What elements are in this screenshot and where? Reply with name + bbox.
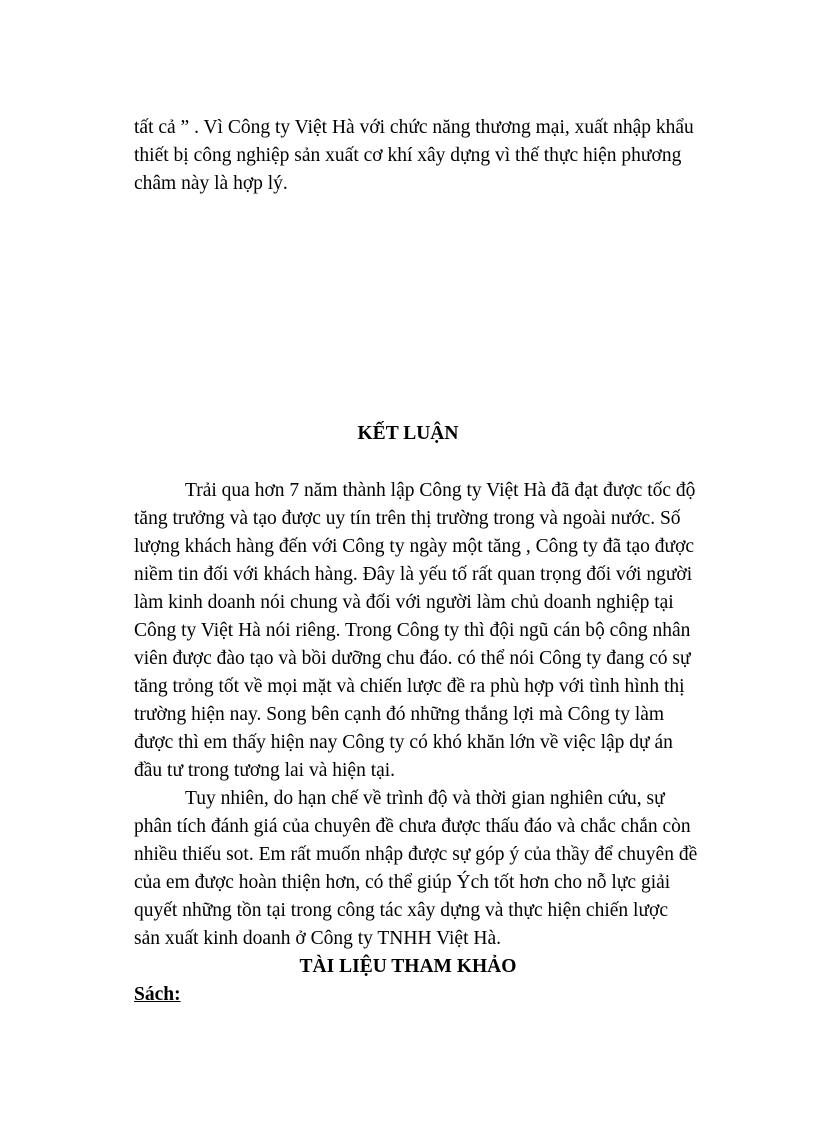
body-text-line: châm này là hợp lý.: [134, 173, 288, 194]
body-text-line: thiết bị công nghiệp sản xuất cơ khí xây dựng vì thế thực hiện phương: [134, 145, 682, 166]
body-text-line: được thì em thấy hiện nay Công ty có khó khăn lớn về việc lập dự án: [134, 732, 673, 753]
references-books-label: Sách:: [134, 984, 181, 1005]
body-text-line: viên được đào tạo và bồi dưỡng chu đáo. có thể nói Công ty đang có sự: [134, 648, 691, 669]
conclusion-heading: KẾT LUẬN: [357, 423, 459, 444]
body-text-line: tăng trỏng tốt về mọi mặt và chiến lược đề ra phù hợp với tình hình thị: [134, 676, 685, 697]
body-text-line: Trải qua hơn 7 năm thành lập Công ty Việt Hà đã đạt được tốc độ: [185, 480, 696, 501]
body-text-line: nhiều thiếu sot. Em rất muốn nhập được sự góp ý của thầy để chuyên đề: [134, 844, 698, 865]
body-text-line: phân tích đánh giá của chuyên đề chưa được thấu đáo và chắc chắn còn: [134, 816, 691, 837]
body-text-line: lượng khách hàng đến với Công ty ngày một tăng , Công ty đã tạo được: [134, 536, 695, 557]
body-text-line: đầu tư trong tương lai và hiện tại.: [134, 760, 396, 781]
body-text-line: niềm tin đối với khách hàng. Đây là yếu tố rất quan trọng đối với người: [134, 564, 693, 585]
body-text-line: Tuy nhiên, do hạn chế về trình độ và thời gian nghiên cứu, sự: [185, 788, 665, 809]
body-text-line: làm kinh doanh nói chung và đối với người làm chủ doanh nghiệp tại: [134, 592, 674, 613]
references-heading: TÀI LIỆU THAM KHẢO: [299, 956, 517, 977]
body-text-line: Công ty Việt Hà nói riêng. Trong Công ty thì đội ngũ cán bộ công nhân: [134, 620, 691, 641]
body-text-line: của em được hoàn thiện hơn, có thể giúp Ých tốt hơn cho nỗ lực giải: [134, 872, 671, 893]
body-text-line: tăng trưởng và tạo được uy tín trên thị trường trong và ngoài nước. Số: [134, 508, 681, 529]
body-text-line: sản xuất kinh doanh ở Công ty TNHH Việt Hà.: [134, 928, 501, 949]
body-text-line: tất cả ” . Vì Công ty Việt Hà với chức năng thương mại, xuất nhập khẩu: [134, 117, 694, 138]
body-text-line: quyết những tồn tại trong công tác xây dựng và thực hiện chiến lược: [134, 900, 668, 921]
body-text-line: trường hiện nay. Song bên cạnh đó những thắng lợi mà Công ty làm: [134, 704, 665, 725]
